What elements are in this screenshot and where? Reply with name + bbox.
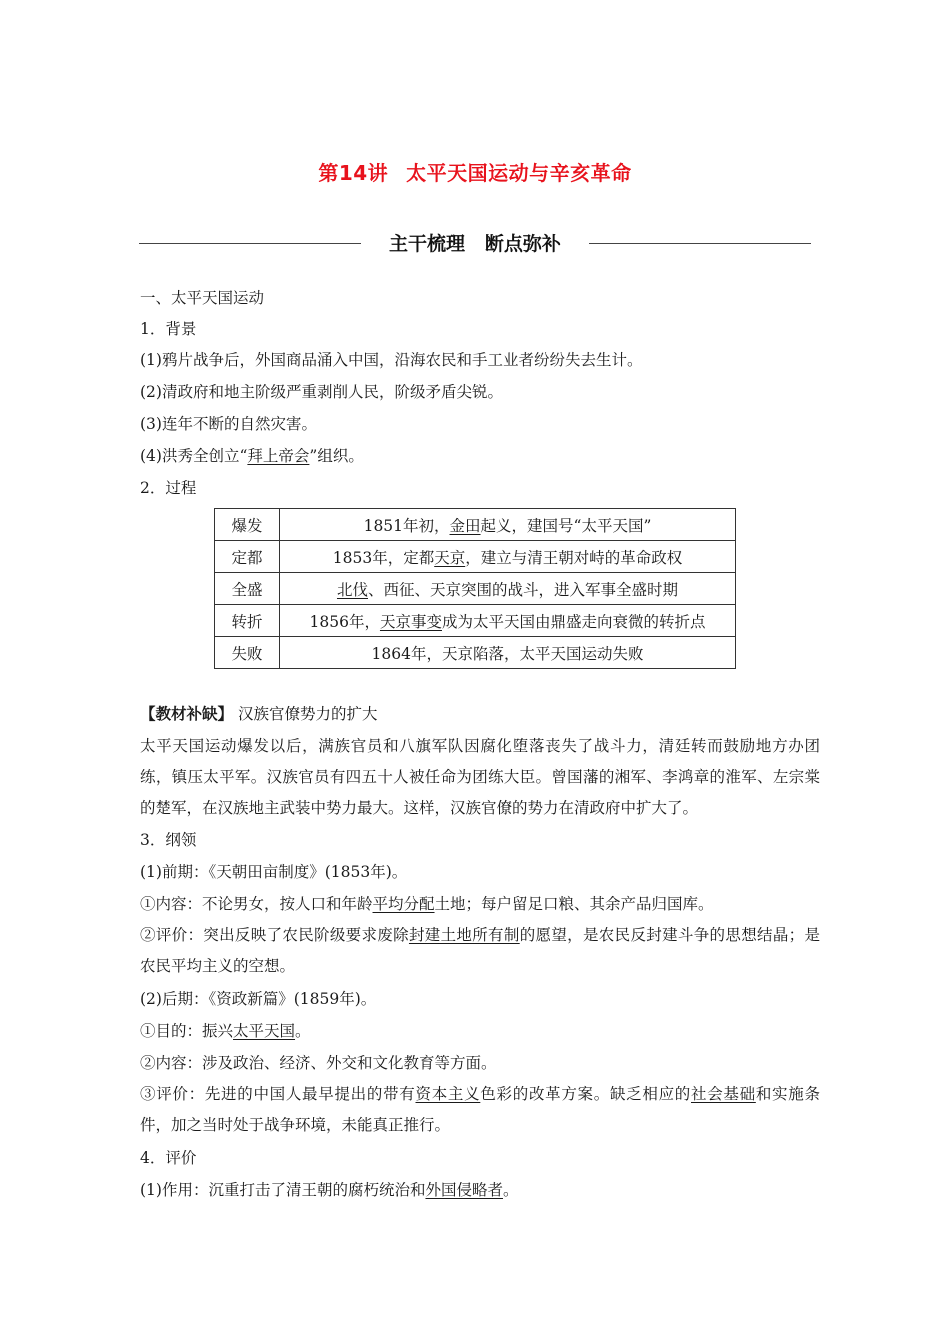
table-cell-event: 1856年，天京事变成为太平天国由鼎盛走向衰微的转折点 (280, 605, 736, 637)
supplement-tag: 【教材补缺】 (140, 705, 234, 723)
section-heading-right: 断点弥补 (484, 233, 561, 255)
program-early-content: ①内容：不论男女，按人口和年龄平均分配土地；每户留足口粮、其余产品归国库。 (140, 895, 714, 913)
table-cell-event: 北伐、西征、天京突围的战斗，进入军事全盛时期 (280, 573, 736, 605)
program-late-evaluation: ③评价：先进的中国人最早提出的带有资本主义色彩的改革方案。缺乏相应的社会基础和实施条件，加之当时处于战争环境，未能真正推行。 (140, 1085, 820, 1134)
background-heading: 1．背景 (140, 320, 197, 338)
program-heading: 3．纲领 (140, 831, 197, 849)
program-late-goal: ①目的：振兴太平天国。 (140, 1022, 311, 1040)
underlined-keyword: 资本主义 (415, 1085, 481, 1103)
table-cell-stage: 转折 (215, 605, 280, 637)
lecture-number: 第14讲 (318, 161, 389, 185)
evaluation-heading: 4．评价 (140, 1149, 197, 1167)
underlined-keyword: 北伐 (336, 580, 368, 599)
table-cell-stage: 定都 (215, 541, 280, 573)
divider-line-right (589, 243, 811, 244)
section-heading-left: 主干梳理 (389, 233, 466, 255)
table-row (215, 573, 736, 605)
table-row (215, 605, 736, 637)
program-late: (2)后期：《资政新篇》(1859年)。 (140, 990, 377, 1008)
underlined-keyword: 封建土地所有制 (408, 926, 520, 944)
underlined-keyword: 拜上帝会 (247, 447, 310, 465)
underlined-keyword: 太平天国 (233, 1022, 296, 1040)
background-item-1: (1)鸦片战争后，外国商品涌入中国，沿海农民和手工业者纷纷失去生计。 (140, 351, 643, 369)
background-item-3: (3)连年不断的自然灾害。 (140, 415, 317, 433)
underlined-keyword: 社会基础 (691, 1085, 756, 1103)
background-item-2: (2)清政府和地主阶级严重剥削人民，阶级矛盾尖锐。 (140, 383, 503, 401)
table-cell-event: 1853年，定都天京，建立与清王朝对峙的革命政权 (280, 541, 736, 573)
process-heading: 2．过程 (140, 479, 197, 497)
supplement-body: 太平天国运动爆发以后，满族官员和八旗军队因腐化堕落丧失了战斗力，清廷转而鼓励地方办团练，镇压太平军。汉族官员有四五十人被任命为团练大臣。曾国藩的湘军、李鸿章的淮军、左宗棠的楚军，在汉族地主武装中势力最大。这样，汉族官僚的势力在清政府中扩大了。 (140, 737, 820, 817)
table-cell-event: 1851年初，金田起义，建国号“太平天国” (280, 509, 736, 541)
evaluation-effect: (1)作用：沉重打击了清王朝的腐朽统治和外国侵略者。 (140, 1181, 519, 1199)
table-row (215, 509, 736, 541)
underlined-keyword: 外国侵略者 (425, 1181, 503, 1199)
section-heading (361, 229, 589, 256)
supplement-heading (140, 704, 377, 724)
table-cell-stage: 失败 (215, 637, 280, 669)
table-cell-stage: 全盛 (215, 573, 280, 605)
supplement-title: 汉族官僚势力的扩大 (237, 705, 378, 723)
lecture-title (0, 157, 950, 186)
underlined-keyword: 金田 (449, 516, 481, 535)
background-item-4: (4)洪秀全创立“拜上帝会”组织。 (140, 447, 364, 465)
program-early: (1)前期：《天朝田亩制度》(1853年)。 (140, 863, 408, 881)
lecture-topic: 太平天国运动与辛亥革命 (406, 161, 632, 185)
process-table (214, 508, 736, 669)
underlined-keyword: 天京 (434, 548, 466, 567)
table-cell-event: 1864年，天京陷落，太平天国运动失败 (280, 637, 736, 669)
underlined-keyword: 天京事变 (379, 612, 442, 631)
section-divider (139, 229, 811, 259)
program-late-content: ②内容：涉及政治、经济、外交和文化教育等方面。 (140, 1054, 497, 1072)
underlined-keyword: 平均分配 (372, 895, 435, 913)
table-cell-stage: 爆发 (215, 509, 280, 541)
table-row (215, 637, 736, 669)
part-heading: 一、太平天国运动 (140, 289, 265, 307)
program-early-evaluation: ②评价：突出反映了农民阶级要求废除封建土地所有制的愿望，是农民反封建斗争的思想结晶；是农民平均主义的空想。 (140, 926, 820, 975)
divider-line-left (139, 243, 361, 244)
table-row (215, 541, 736, 573)
